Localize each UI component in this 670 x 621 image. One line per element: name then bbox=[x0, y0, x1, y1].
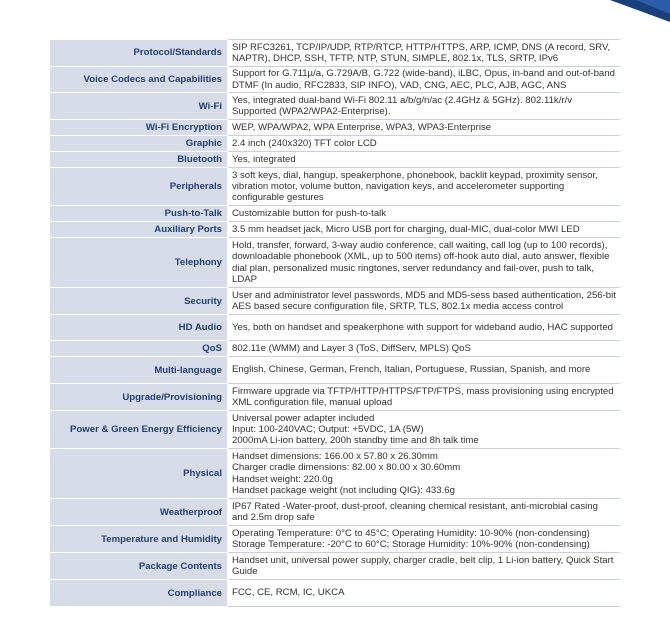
spec-label: Multi-language bbox=[50, 357, 228, 384]
spec-row-temperature-humidity bbox=[50, 526, 620, 553]
spec-label: Voice Codecs and Capabilities bbox=[50, 67, 228, 93]
spec-value: User and administrator level passwords, MD5 and MD5-sess based authentication, 256-bit AES based secure configuration file, SRTP, TLS, 802.1x media access control bbox=[228, 288, 621, 315]
spec-label: Power & Green Energy Efficiency bbox=[50, 411, 228, 449]
spec-row-compliance bbox=[50, 580, 620, 607]
spec-value: Yes, both on handset and speakerphone with support for wideband audio, HAC supported bbox=[228, 315, 621, 341]
spec-label: Graphic bbox=[50, 136, 228, 152]
spec-label: Push-to-Talk bbox=[50, 206, 228, 222]
spec-row-auxiliary-ports bbox=[50, 222, 620, 238]
spec-label: Peripherals bbox=[50, 168, 228, 206]
spec-row-bluetooth bbox=[50, 152, 620, 168]
spec-row-telephony bbox=[50, 238, 620, 288]
spec-value: 3 soft keys, dial, hangup, speakerphone, phonebook, backlit keypad, proximity sensor, vibration motor, volume button, navigation keys, and accelerometer supporting configurable gestures bbox=[228, 168, 621, 206]
spec-value: Customizable button for push-to-talk bbox=[228, 206, 621, 222]
spec-label: Package Contents bbox=[50, 553, 228, 580]
spec-row-physical bbox=[50, 449, 620, 499]
spec-value: 802.11e (WMM) and Layer 3 (ToS, DiffServ, MPLS) QoS bbox=[228, 341, 621, 357]
spec-value: IP67 Rated -Water-proof, dust-proof, cleaning chemical resistant, anti-microbial casing and 2.5m drop safe bbox=[228, 499, 621, 526]
spec-value: Yes, integrated dual-band Wi-Fi 802.11 a/b/g/n/ac (2.4GHz & 5GHz). 802.11k/r/v Supported (WPA2/WPA2-Enterprise). bbox=[228, 93, 621, 120]
page-header-strip bbox=[0, 0, 670, 14]
spec-label: Protocol/Standards bbox=[50, 40, 228, 67]
spec-label: Upgrade/Provisioning bbox=[50, 384, 228, 411]
spec-label: Physical bbox=[50, 449, 228, 499]
spec-value: Handset dimensions: 166.00 x 57.80 x 26.30mm Charger cradle dimensions: 82.00 x 80.00 x 30.60mm Handset weight: 220.0g Handset package weight (not including QIG): 433.6g bbox=[228, 449, 621, 499]
spec-value: Hold, transfer, forward, 3-way audio conference, call waiting, call log (up to 100 records), downloadable phonebook (XML, up to 500 items) off-hook auto dial, auto answer, flexible dial plan, personalized music ringtones, server redundancy and fail-over, push to talk, LDAP bbox=[228, 238, 621, 288]
spec-value: 2.4 inch (240x320) TFT color LCD bbox=[228, 136, 621, 152]
spec-row-upgrade-provisioning bbox=[50, 384, 620, 411]
spec-value: Firmware upgrade via TFTP/HTTP/HTTPS/FTP/FTPS, mass provisioning using encrypted XML configuration file, manual upload bbox=[228, 384, 621, 411]
spec-row-qos bbox=[50, 341, 620, 357]
spec-value: Operating Temperature: 0°C to 45°C; Operating Humidity: 10-90% (non-condensing) Storage Temperature: -20°C to 60°C; Storage Humidity: 10%-90% (non-condensing) bbox=[228, 526, 621, 553]
spec-row-power-efficiency bbox=[50, 411, 620, 449]
spec-row-hd-audio bbox=[50, 315, 620, 341]
spec-row-weatherproof bbox=[50, 499, 620, 526]
spec-row-wifi-encryption bbox=[50, 120, 620, 136]
spec-label: Auxiliary Ports bbox=[50, 222, 228, 238]
spec-value: 3.5 mm headset jack, Micro USB port for charging, dual-MIC, dual-color MWI LED bbox=[228, 222, 621, 238]
spec-label: Wi-Fi bbox=[50, 93, 228, 120]
spec-label: Weatherproof bbox=[50, 499, 228, 526]
spec-label: HD Audio bbox=[50, 315, 228, 341]
spec-row-security bbox=[50, 288, 620, 315]
spec-label: Compliance bbox=[50, 580, 228, 607]
spec-value: FCC, CE, RCM, IC, UKCA bbox=[228, 580, 621, 607]
spec-row-package-contents bbox=[50, 553, 620, 580]
spec-value: Yes, integrated bbox=[228, 152, 621, 168]
spec-row-peripherals bbox=[50, 168, 620, 206]
spec-value: Support for G.711µ/a, G.729A/B, G.722 (wide-band), iLBC, Opus, in-band and out-of-band DTMF (In audio, RFC2833, SIP INFO), VAD, CNG, AEC, PLC, AJB, AGC, ANS bbox=[228, 67, 621, 93]
spec-row-multi-language bbox=[50, 357, 620, 384]
spec-value: Handset unit, universal power supply, charger cradle, belt clip, 1 Li-ion battery, Quick Start Guide bbox=[228, 553, 621, 580]
spec-row-voice-codecs bbox=[50, 67, 620, 93]
spec-value: Universal power adapter included Input: 100-240VAC; Output: +5VDC, 1A (5W) 2000mA Li-ion battery, 200h standby time and 8h talk time bbox=[228, 411, 621, 449]
corner-decoration-accent bbox=[636, 0, 670, 14]
spec-label: Telephony bbox=[50, 238, 228, 288]
spec-value: WEP, WPA/WPA2, WPA Enterprise, WPA3, WPA3-Enterprise bbox=[228, 120, 621, 136]
spec-label: Wi-Fi Encryption bbox=[50, 120, 228, 136]
spec-row-push-to-talk bbox=[50, 206, 620, 222]
spec-value: English, Chinese, German, French, Italian, Portuguese, Russian, Spanish, and more bbox=[228, 357, 621, 384]
spec-label: QoS bbox=[50, 341, 228, 357]
spec-row-protocol-standards bbox=[50, 40, 620, 67]
spec-row-graphic bbox=[50, 136, 620, 152]
spec-value: SIP RFC3261, TCP/IP/UDP, RTP/RTCP, HTTP/HTTPS, ARP, ICMP, DNS (A record, SRV, NAPTR), DHCP, SSH, TFTP, NTP, STUN, SIMPLE, 802.1x, TLS, SRTP, IPv6 bbox=[228, 40, 621, 67]
spec-label: Temperature and Humidity bbox=[50, 526, 228, 553]
spec-label: Bluetooth bbox=[50, 152, 228, 168]
specifications-table bbox=[50, 39, 620, 607]
spec-row-wifi bbox=[50, 93, 620, 120]
spec-label: Security bbox=[50, 288, 228, 315]
